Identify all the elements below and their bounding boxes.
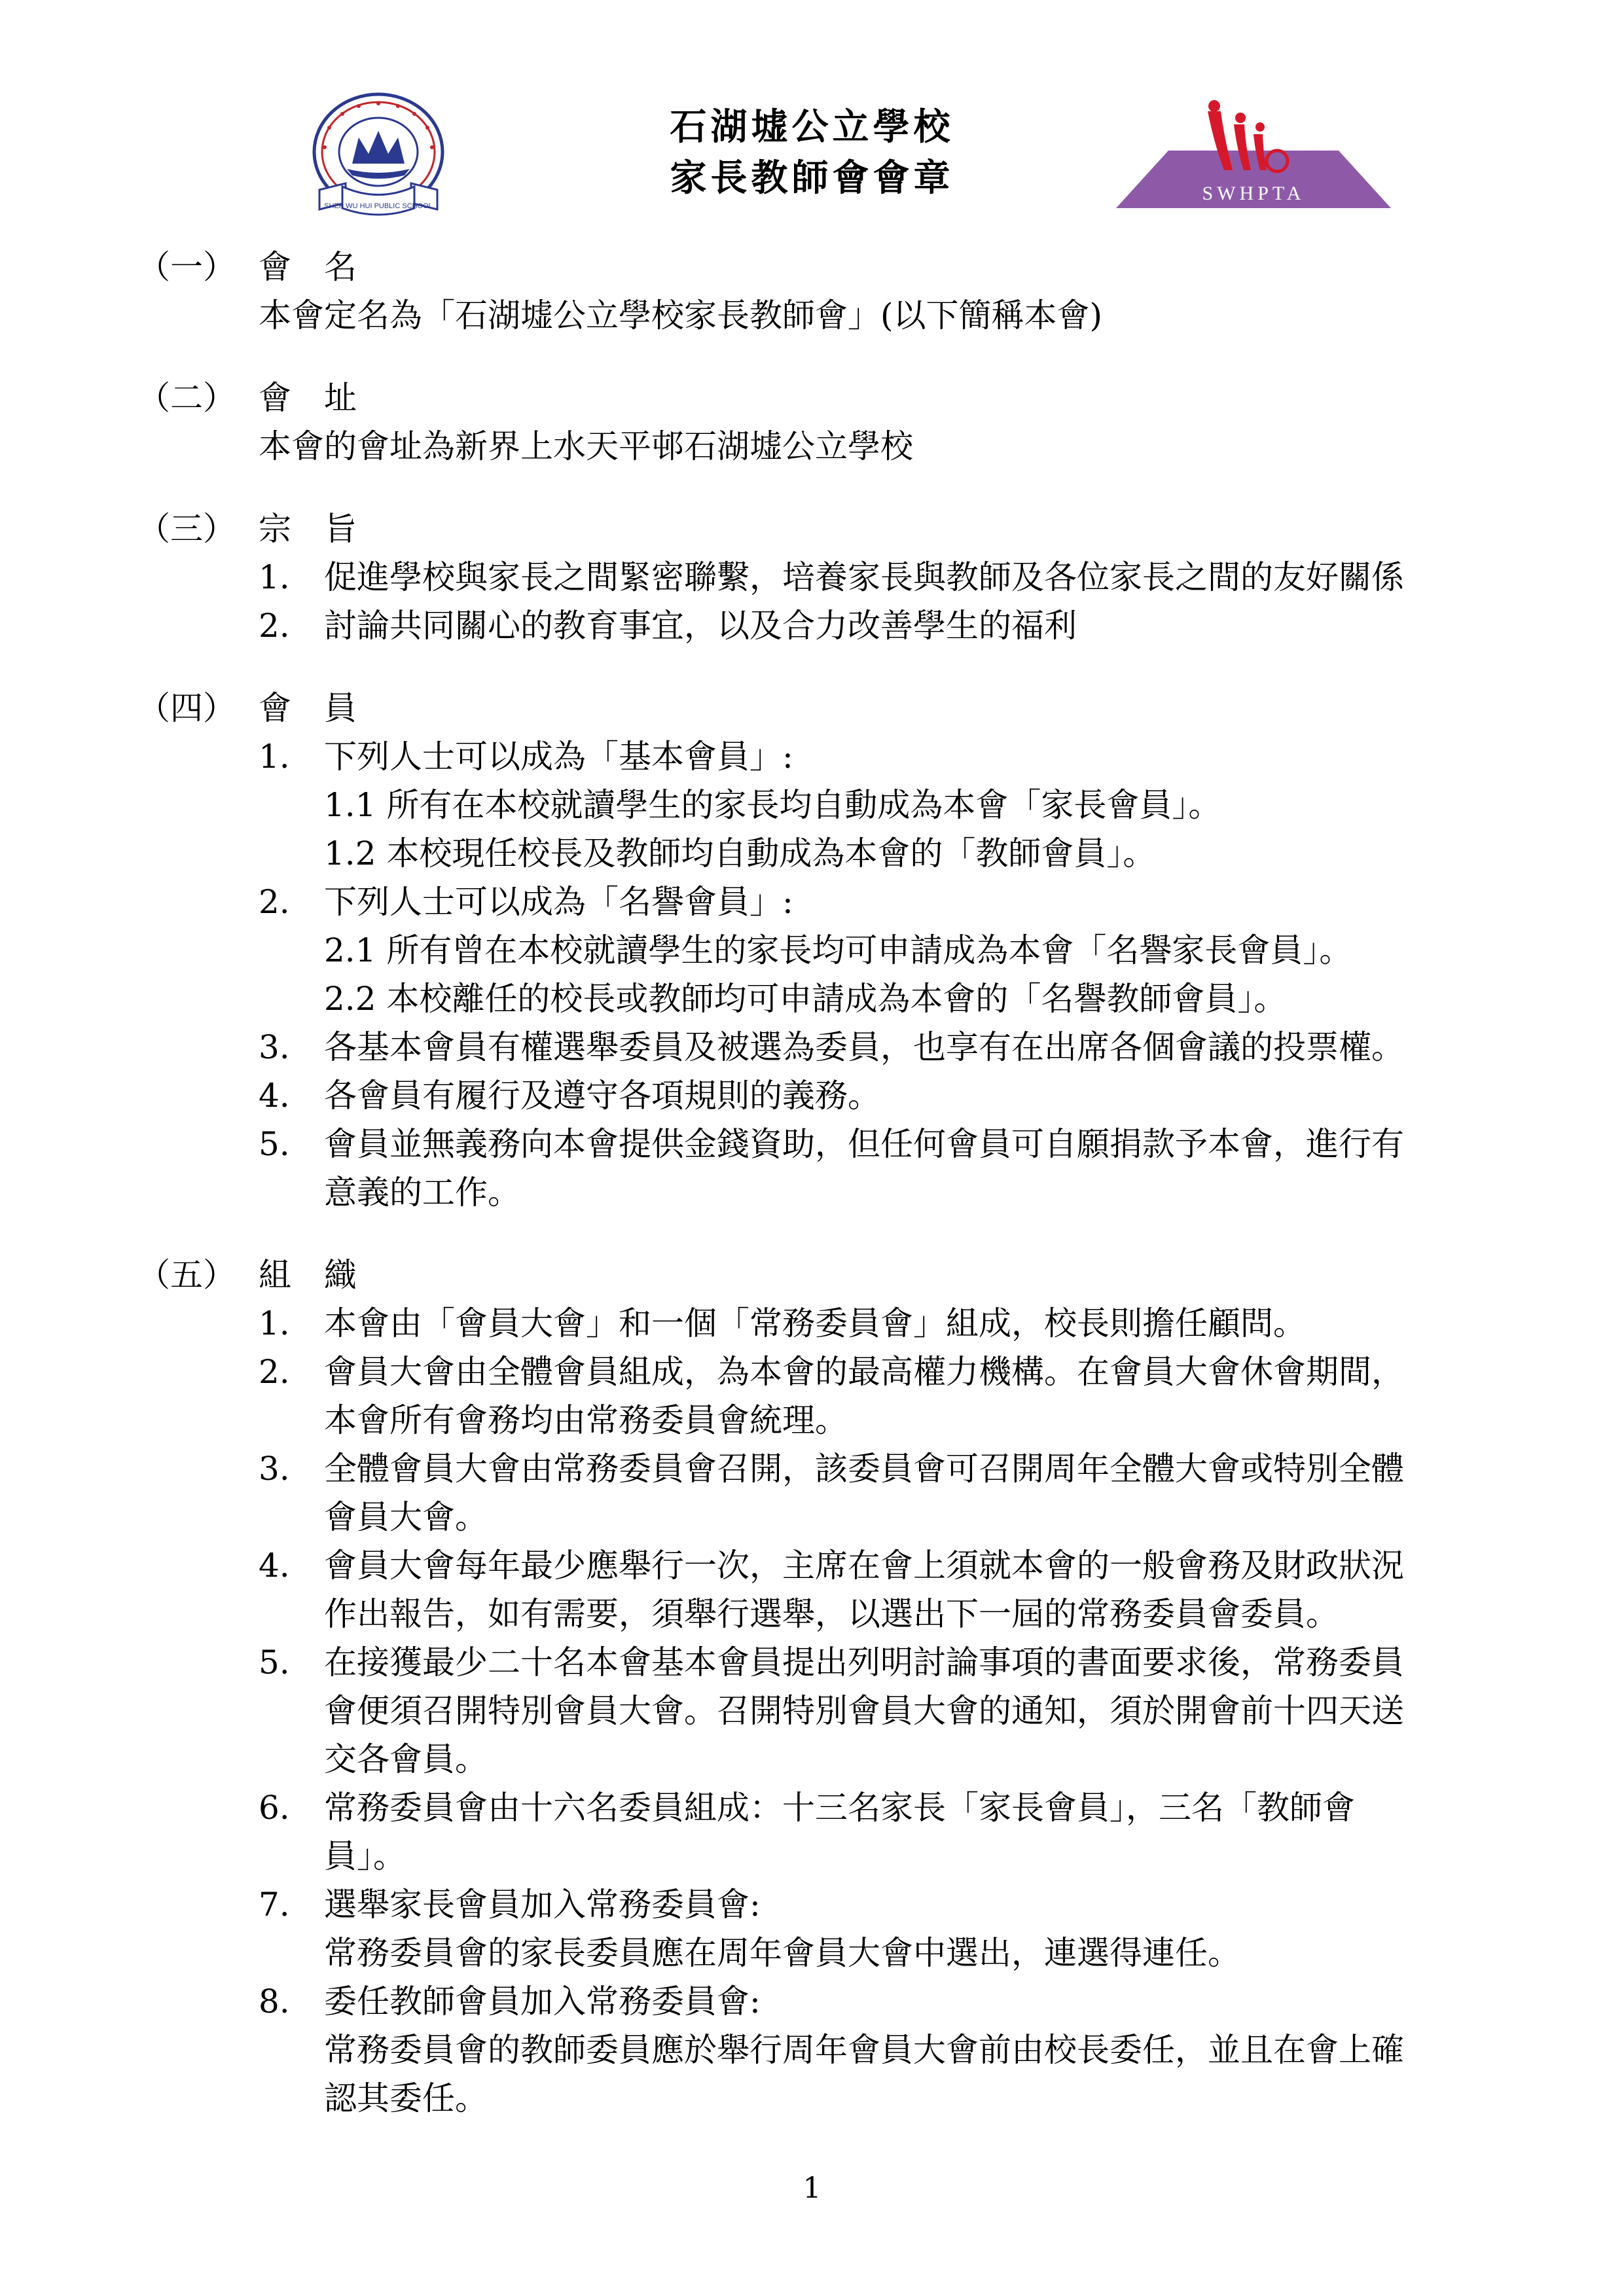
section-5-item-number: 7. [259, 1886, 290, 1924]
section-4-item-number: 1. [259, 738, 290, 776]
section-5-item-number: 5. [259, 1643, 290, 1681]
section-5-item-number: 4. [259, 1547, 290, 1585]
section-4-item-text: 2.1 所有曾在本校就讀學生的家長均可申請成為本會「名譽家長會員」。 [324, 931, 1352, 969]
svg-text:SWHPTA: SWHPTA [1202, 183, 1305, 204]
section-2-number: （二） [137, 379, 236, 417]
section-4-item-number: 2. [259, 883, 290, 921]
section-5-item-text: 常務委員會的家長委員應在周年會員大會中選出，連選得連任。 [324, 1934, 1240, 1972]
section-4-item-text: 意義的工作。 [324, 1174, 520, 1211]
section-5-item-text: 員」。 [324, 1837, 406, 1875]
section-4-item-number: 3. [259, 1028, 290, 1066]
section-5-item-number: 3. [259, 1450, 290, 1488]
section-5-item-text: 全體會員大會由常務委員會召開，該委員會可召開周年全體大會或特別全體 [324, 1450, 1404, 1488]
section-4-heading: 會員 [259, 689, 389, 727]
section-4-item-text: 2.2 本校離任的校長或教師均可申請成為本會的「名譽教師會員」。 [324, 980, 1287, 1018]
section-5-item-number: 6. [259, 1789, 290, 1827]
section-2-body: 本會的會址為新界上水天平邨石湖墟公立學校 [259, 427, 913, 465]
section-2-heading: 會址 [259, 379, 389, 417]
section-5-item-text: 會員大會每年最少應舉行一次，主席在會上須就本會的一般會務及財政狀況 [324, 1547, 1404, 1585]
section-3-number: （三） [137, 510, 236, 548]
section-5-item-number: 1. [259, 1304, 290, 1342]
section-4-number: （四） [137, 689, 236, 727]
document-title: 家長教師會會章 [670, 156, 954, 200]
pta-logo [1116, 98, 1391, 209]
section-3-item-number: 1. [259, 558, 290, 596]
section-1-number: （一） [137, 248, 236, 286]
section-5-item-text: 委任教師會員加入常務委員會: [324, 1982, 761, 2020]
section-5-item-text: 會便須召開特別會員大會。召開特別會員大會的通知，須於開會前十四天送 [324, 1692, 1404, 1730]
section-3-heading: 宗旨 [259, 510, 389, 548]
section-5-item-text: 本會由「會員大會」和一個「常務委員會」組成，校長則擔任顧問。 [324, 1304, 1306, 1342]
section-1-body: 本會定名為「石湖墟公立學校家長教師會」(以下簡稱本會) [259, 296, 1103, 334]
section-4-item-text: 1.1 所有在本校就讀學生的家長均自動成為本會「家長會員」。 [324, 786, 1221, 824]
section-5-item-text: 作出報告，如有需要，須舉行選舉，以選出下一屆的常務委員會委員。 [324, 1595, 1339, 1633]
section-4-item-number: 5. [259, 1125, 290, 1163]
section-3-item-text: 促進學校與家長之間緊密聯繫，培養家長與教師及各位家長之間的友好關係 [324, 558, 1404, 596]
section-4-item-text: 下列人士可以成為「名譽會員」: [324, 883, 793, 921]
section-5-item-text: 常務委員會的教師委員應於舉行周年會員大會前由校長委任，並且在會上確 [324, 2031, 1404, 2069]
svg-text:SHEK WU HUI PUBLIC SCHOOL: SHEK WU HUI PUBLIC SCHOOL [324, 202, 433, 210]
section-4-item-text: 會員並無義務向本會提供金錢資助，但任何會員可自願捐款予本會，進行有 [324, 1125, 1404, 1163]
section-4-item-number: 4. [259, 1077, 290, 1115]
section-5-item-text: 交各會員。 [324, 1740, 488, 1778]
section-5-item-text: 本會所有會務均由常務委員會統理。 [324, 1401, 848, 1439]
section-1-heading: 會名 [259, 248, 389, 286]
section-5-item-text: 認其委任。 [324, 2079, 488, 2117]
section-5-item-number: 2. [259, 1353, 290, 1391]
section-5-number: （五） [137, 1256, 236, 1294]
section-5-item-text: 常務委員會由十六名委員組成：十三名家長「家長會員」，三名「教師會 [324, 1789, 1355, 1827]
section-5-heading: 組織 [259, 1256, 389, 1294]
page-number: 1 [803, 2172, 821, 2205]
section-4-item-text: 各會員有履行及遵守各項規則的義務。 [324, 1077, 880, 1115]
school-name: 石湖墟公立學校 [670, 105, 954, 149]
section-5-item-text: 選舉家長會員加入常務委員會: [324, 1886, 761, 1924]
section-5-item-text: 會員大會。 [324, 1498, 488, 1536]
section-5-item-text: 會員大會由全體會員組成，為本會的最高權力機構。在會員大會休會期間， [324, 1353, 1404, 1391]
section-4-item-text: 1.2 本校現任校長及教師均自動成為本會的「教師會員」。 [324, 834, 1156, 872]
section-3-item-text: 討論共同關心的教育事宜，以及合力改善學生的福利 [324, 607, 1077, 645]
section-3-item-number: 2. [259, 607, 290, 645]
section-5-item-text: 在接獲最少二十名本會基本會員提出列明討論事項的書面要求後，常務委員 [324, 1643, 1404, 1681]
section-4-item-text: 下列人士可以成為「基本會員」: [324, 738, 793, 776]
section-5-item-number: 8. [259, 1982, 290, 2020]
section-4-item-text: 各基本會員有權選舉委員及被選為委員，也享有在出席各個會議的投票權。 [324, 1028, 1404, 1066]
